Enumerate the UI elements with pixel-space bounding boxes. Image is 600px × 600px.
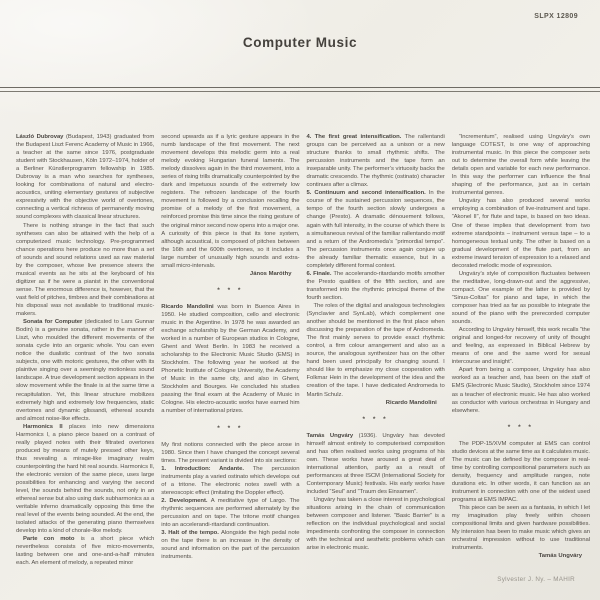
catalog-number: SLPX 12809 xyxy=(534,13,578,20)
paragraph: My first notions connected with the piece arose in 1980. Since then I have changed the concept several times. The present variant is divided into six sections: xyxy=(161,441,300,464)
paragraph-lead: Parte con moto xyxy=(23,536,81,543)
paragraph: 2. Development. A meditative type of Largo. The rhythmic sequences are performed alternately by the percussion and on tape. The tritone motif changes into an accelerandi-ritardandi continuation. xyxy=(161,497,300,528)
paragraph: Ungváry has also produced several works employing a combination of live-instrument and tape. “Akonel II”, for flute and tape, is based on two ideas. One of these implies that development from two extreme standpoints – instrument versus tape – to a homogeneous textual unity. The other is based on a gradual development of the flute part, from an extreme inward tension of expression to a relaxed and decorated melodic mode of expression. xyxy=(451,198,590,269)
section-separator: * * * xyxy=(507,423,534,431)
paragraph-lead: 2. Development. xyxy=(161,497,211,504)
text-column xyxy=(161,133,299,595)
paragraph: second upwards as if a lyric gesture appears in the numb landscape of the first movement. The next movement develops this melodic germ into a real melody evoking Hungarian funeral laments. The melody dissolves again in the third movement, into a series of rising trills dramatically counterpointed by the dark and impetuous sounds of the extremely low registers. The refrozen landscape of the fourth movement is followed by a conclusion recalling the promise of a melody of the first movement, a reinforced promise this time since the rising gesture of the original minor second now opens into a major one. A curiosity of this piece is that its tone system, although acoustical, is composed of pitches between the 16th and the 600th overtones, so it includes a large number of unusually high sounds and extra-small micro-intervals. xyxy=(161,134,300,269)
page-title: Computer Music xyxy=(242,35,358,50)
paragraph: Sonata for Computer (dedicated to Lars Gunnar Bodin) is a genuine sonata, rather in the manner of Liszt, who moulded the different movements of the sonata cycle into an organic whole. You can even notice the dualistic contrast of the two sonata subjects, one with motoric gestures, the other with its plaintive singing over a seemingly motionless sound landscape. A true development section appears in the slow movement while the finale is at the same time a recapitulation. Yet, this linear structure mobilizes extremely high and extremely low frequencies, static overtones and dynamic glissandi, ethereal sounds and almost noise-like effects. xyxy=(16,319,155,422)
paragraph: Ungváry’s style of composition fluctuates between the meditative, long-drawn-out and the aggressive, compact. One example of the latter is provided by “Sinus-Coltas” for piano and tape, in which the composer has tried as far as possible to integrate the sound of the piano with the prerecorded computer sounds. xyxy=(451,270,590,326)
paragraph: According to Ungváry himself, this work recalls “the original and longed-for recovery of unity of thought and feeling, as expressed in Biblical Hebrew by means of one and the same word for sexual intercourse and insight”. xyxy=(451,327,590,366)
paragraph: 5. Continuum and second intensification. In the course of the sustained percussion sequences, the tempo of the fourth section slowly undergoes a change (Presto). A dramatic dénouement follows, again with full intensity, in the course of which there is a simultaneous revival of the familiar rallentando motif and a return of the Andromeda’s “primordial tempo”. The percussion instruments once again conjure up the already familiar thematic essence, but in a completely different formal context. xyxy=(306,190,445,269)
paragraph: 1. Introduction: Andante. The percussion instruments play a varied ostinato which develops out of a tritone. The electronic notes swell with a stereoscopic effect (imitating the Doppler effect). xyxy=(161,465,300,496)
paragraph-lead: Sonata for Computer xyxy=(23,319,85,326)
paragraph-lead: László Dubrovay xyxy=(16,134,66,140)
section-separator: * * * xyxy=(217,424,244,432)
paragraph: Ungváry has taken a close interest in psychological situations arising in the chain of communication between composer and listener. “Basic Barrier” is a reflection on the individual psychological and social impediments confronting the composer in connection with the technical and aesthetic problems which can arise in electronic music. xyxy=(306,496,445,552)
section-separator: * * * xyxy=(362,415,389,423)
paragraph: Apart from being a composer, Ungváry has also worked as a teacher and, has been on the staff of EMS (Electronic Music Studio), Stockholm since 1974 as a teacher of electronic music. He has also worked as conductor with various orchestras in Hungary and elsewhere. xyxy=(451,367,590,414)
author-signature: Tamás Ungváry xyxy=(538,553,582,560)
paragraph: “Incrementum”, realised using Ungváry’s own language COTEST, is one way of approaching instrumental music. In this piece the composer sets out to determine the overall form while leaving the details open and variable for each new performance. In this way the performer can influence the final shaping of the performance, just as in certain instrumental genres. xyxy=(451,134,590,197)
paragraph: Parte con moto is a short piece which nevertheless consists of five micro-movements, lasting between one and one-and-a-half minutes each. An element of melody, a repeated minor xyxy=(16,536,155,567)
paragraph-lead: 3. Halt of the tempo. xyxy=(161,530,221,537)
paragraph-lead: Ricardo Mandolini xyxy=(161,303,218,310)
text-column xyxy=(16,133,154,595)
liner-notes xyxy=(16,133,590,595)
paragraph: Tamás Ungváry (1936). Ungváry has devoted himself almost entirely to computerised composition and has often realised works using programs of his own. These works have aroused a great deal of international attention, partly as a result of performances at three ISCM (International Society for Contemporary Music) festivals. His early works have included “Seul” and “Traum des Einsamen”. xyxy=(306,432,445,495)
author-signature: Ricardo Mandolini xyxy=(385,399,437,406)
paragraph-lead: Tamás Ungváry xyxy=(306,432,359,439)
paragraph: The roles of the digital and analogous technologies (Synclavier and SynLab), which complement one another should be mentioned in the first place when discussing the preparation of the tape of Andromeda. The first mainly serves to provide exact rhythmic control, a firm colour arrangement and also as a source, the analogous synthesizer has on the other hand been used principally for changing sound. I should like to emphasize my close cooperation with Folkmar Hein in the development of the idea and the creation of the tape. I have dedicated Andromeda to Martin Schulz. xyxy=(306,302,445,398)
section-separator: * * * xyxy=(217,286,244,294)
paragraph: 4. The first great intensification. The rallentandi groups can be perceived as a unison or a new structure thanks to small rhythmic shifts. The percussion instruments and the tape form an inseparable unity. The performer’s virtuosity backs the dramatic crescendo. The rhythmic (ostinato) character continues after a climax. xyxy=(306,134,445,189)
paragraph: Ricardo Mandolini was born in Buenos Aires in 1950. He studied composition, cello and electronic music in the Argentine. In 1978 he was awarded an exchange scholarship by the German Academy, and worked in a number of European studios in Cologne, Ghent and West Berlin. In 1983 he received a scholarship to the Electronic Music Studio (EMS) in Stockholm. The following year he worked at the Phonetic Institute of Cologne University, the Academy of Music in the same city, and also in Ghent, Stockholm and Bourges. He concluded his studies passing the final exam at the Academy of Music in Cologne. His electro-acoustic works have earned him a number of international prizes. xyxy=(161,303,300,415)
text-column xyxy=(452,133,590,595)
paragraph-lead: 1. Introduction: Andante. xyxy=(161,465,253,472)
printer-credit: Sylvester J. Ny. – MAHIR xyxy=(497,576,575,583)
paragraph: 6. Finale. The accelerando-ritardando motifs smother the Presto qualities of the fifth section, and are transformed into the rhythmic principal theme of the fourth section. xyxy=(306,270,445,301)
author-signature: János Maróthy xyxy=(249,270,292,277)
paragraph: László Dubrovay (Budapest, 1943) graduated from the Budapest Liszt Ferenc Academy of Music in 1966, a teacher at the same since 1976, postgraduate student with Stockhausen, Köln 1972–1974, holder of a Berliner Künstlerprogramm fellowship in 1985. Dubrovay is a man who searches for syntheses, looking for combinations of natural and electro-acoustics, uniting elementary gestures of subjective expressivity with the objective world of overtones, connecting a vertical richness of permanently moving sound complexes with classical linear structures. xyxy=(16,134,155,221)
paragraph-lead: 4. The first great intensification. xyxy=(306,134,405,140)
paragraph-lead: 5. Continuum and second intensification. xyxy=(306,190,429,197)
paragraph: 3. Halt of the tempo. Alongside the high pedal note on the tape there is an increase in the density of sound and information on the part of the percussion instruments. xyxy=(161,530,300,561)
paragraph-lead: Harmonics II xyxy=(23,423,70,430)
paragraph: This piece can be seen as a fantasia, in which I let my imagination play freely within chosen compositional limits and given hardware possibilities. My intension has been to make music which gives an orchestral impression without to use traditional instruments. xyxy=(451,505,590,552)
paragraph: There is nothing strange in the fact that such syntheses can also be attained with the help of a computerized music technology. Pre-programmed chance operations here produce no more than a set of sounds and sound relations used as raw material by the composer, whose live presence steers the musical events as he sits at the keyboard of his digitizer as if he were a pianist in the conventional sense. The enormous difference is, however, that the vast field of pitches, timbres and their combinations at his disposal was not available to traditional music-makers. xyxy=(16,222,155,318)
paragraph: Harmonics II places into new dimensions Harmonics I, a piano piece based on a contrast of really played notes with their filtrated overtones produced by means of mutely pressed other keys, thus revealing a mirage-like imaginary realm counterpointing the hard hit real sounds. Harmonics II, the electronic version of the same piece, uses large possibilities for enhancing and varying the second level, the sounds behind the sounds, not only in an ethereal sense but also using dark subharmonics as a veritable inferno dramatically opposing this time the real level of the events being sounded. At the end, the isolated attacks of the generating piano themselves develop into a kind of chorale-like melody. xyxy=(16,423,155,535)
paragraph-lead: 6. Finale. xyxy=(306,270,334,277)
paragraph: The PDP-15/XVM computer at EMS can control studio devices at the same time as it calculates music. The music can be defined by the composer in real-time by controlling compositional parameters such as density, frequency and amplitude ranges, note durations etc. In other words, it can function as an instrument in connection with one of the widest used programs at EMS IMPAC. xyxy=(451,440,590,503)
text-column xyxy=(307,133,445,595)
divider-rule xyxy=(0,87,600,92)
